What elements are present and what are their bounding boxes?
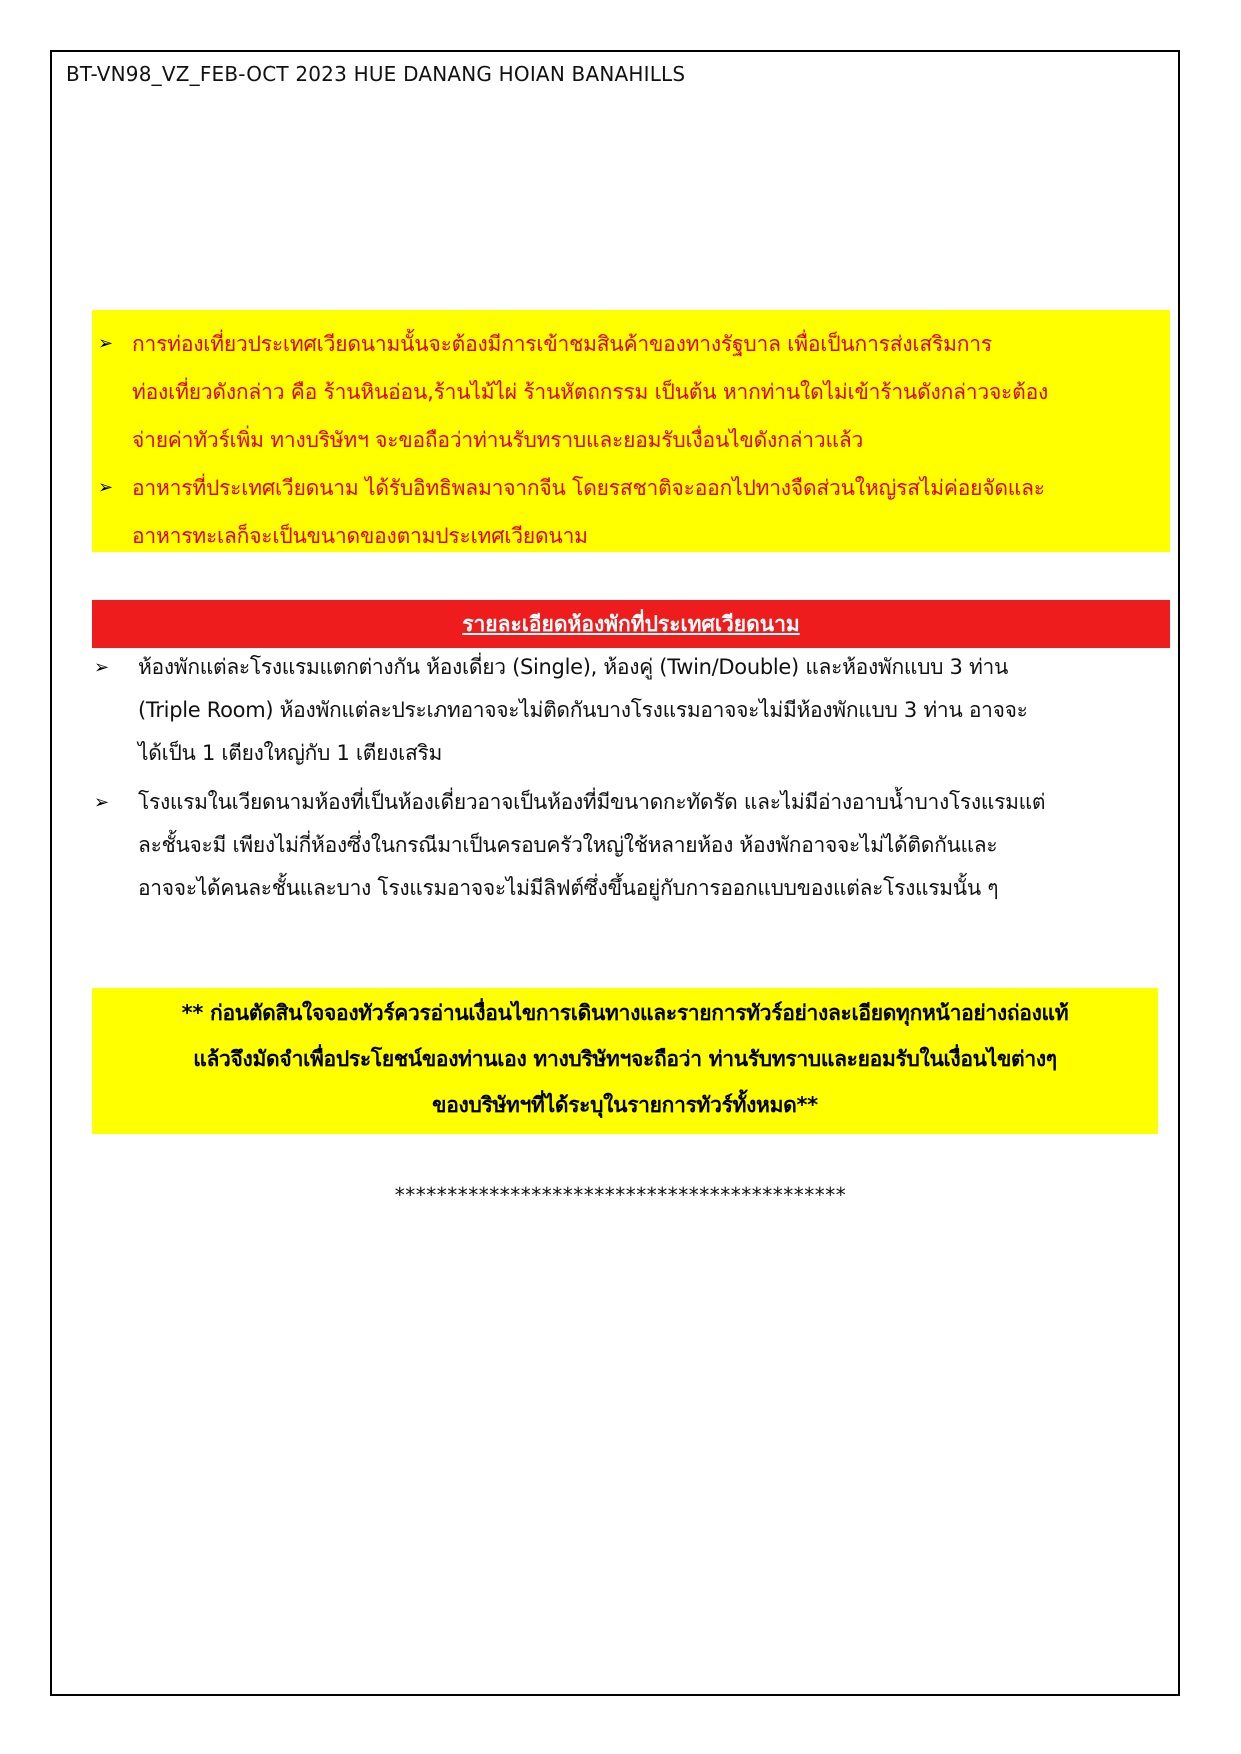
notes-box — [92, 310, 1170, 552]
list-item — [94, 781, 1194, 910]
note-line: อาหารที่ประเทศเวียดนาม ได้รับอิทธิพลมาจากจีน โดยรสชาติจะออกไปทางจืดส่วนใหญ่รสไม่ค่อยจัดและ — [132, 476, 1045, 500]
arrow-bullet-icon: ➢ — [98, 477, 114, 498]
list-item — [94, 646, 1194, 775]
warning-line: แล้วจึงมัดจำเพื่อประโยชน์ของท่านเอง ทางบริษัทฯจะถือว่า ท่านรับทราบและยอมรับในเงื่อนไขต่างๆ — [193, 1047, 1057, 1071]
note-item — [96, 512, 1170, 560]
rooms-list — [94, 646, 1194, 910]
room-line: ห้องพักแต่ละโรงแรมแตกต่างกัน ห้องเดี่ยว (Single), ห้องคู่ (Twin/Double) และห้องพักแบบ 3 ท่าน — [138, 655, 1009, 679]
booking-warning-box — [92, 988, 1158, 1134]
room-line: (Triple Room) ห้องพักแต่ละประเภทอาจจะไม่ติดกันบางโรงแรมอาจจะไม่มีห้องพักแบบ 3 ท่าน อาจจะ — [138, 698, 1028, 722]
note-line: ท่องเที่ยวดังกล่าว คือ ร้านหินอ่อน,ร้านไม้ไผ่ ร้านหัตถกรรม เป็นต้น หากท่านใดไม่เข้าร้านดังกล่าวจะต้อง — [132, 380, 1049, 404]
room-line: โรงแรมในเวียดนามห้องที่เป็นห้องเดี่ยวอาจเป็นห้องที่มีขนาดกะทัดรัด และไม่มีอ่างอาบน้ำบางโรงแรมแต่ — [138, 790, 1046, 814]
note-line: จ่ายค่าทัวร์เพิ่ม ทางบริษัทฯ จะขอถือว่าท่านรับทราบและยอมรับเงื่อนไขดังกล่าวแล้ว — [132, 428, 864, 452]
warning-line: ** ก่อนตัดสินใจจองทัวร์ควรอ่านเงื่อนไขการเดินทางและรายการทัวร์อย่างละเอียดทุกหน้าอย่างถ่องแท้ — [181, 1001, 1069, 1025]
separator-stars: ******************************************* — [394, 1183, 847, 1207]
note-item — [96, 320, 1170, 368]
document-code: BT-VN98_VZ_FEB-OCT 2023 HUE DANANG HOIAN BANAHILLS — [66, 62, 686, 86]
note-item — [96, 368, 1170, 416]
note-line: การท่องเที่ยวประเทศเวียดนามนั้นจะต้องมีการเข้าชมสินค้าของทางรัฐบาล เพื่อเป็นการส่งเสริมการ — [132, 332, 992, 356]
arrow-bullet-icon: ➢ — [94, 657, 110, 678]
note-item — [96, 464, 1170, 512]
rooms-section-title: รายละเอียดห้องพักที่ประเทศเวียดนาม — [92, 600, 1170, 648]
note-line: อาหารทะเลก็จะเป็นขนาดของตามประเทศเวียดนาม — [132, 524, 588, 548]
room-line: อาจจะได้คนละชั้นและบาง โรงแรมอาจจะไม่มีลิฟต์ซึ่งขึ้นอยู่กับการออกแบบของแต่ละโรงแรมนั้น ๆ — [138, 876, 999, 900]
warning-line: ของบริษัทฯที่ได้ระบุในรายการทัวร์ทั้งหมด** — [432, 1093, 818, 1117]
note-item — [96, 416, 1170, 464]
arrow-bullet-icon: ➢ — [98, 333, 114, 354]
arrow-bullet-icon: ➢ — [94, 792, 110, 813]
room-line: ละชั้นจะมี เพียงไม่กี่ห้องซึ่งในกรณีมาเป็นครอบครัวใหญ่ใช้หลายห้อง ห้องพักอาจจะไม่ได้ติดกันและ — [138, 833, 998, 857]
room-line: ได้เป็น 1 เตียงใหญ่กับ 1 เตียงเสริม — [138, 741, 442, 765]
